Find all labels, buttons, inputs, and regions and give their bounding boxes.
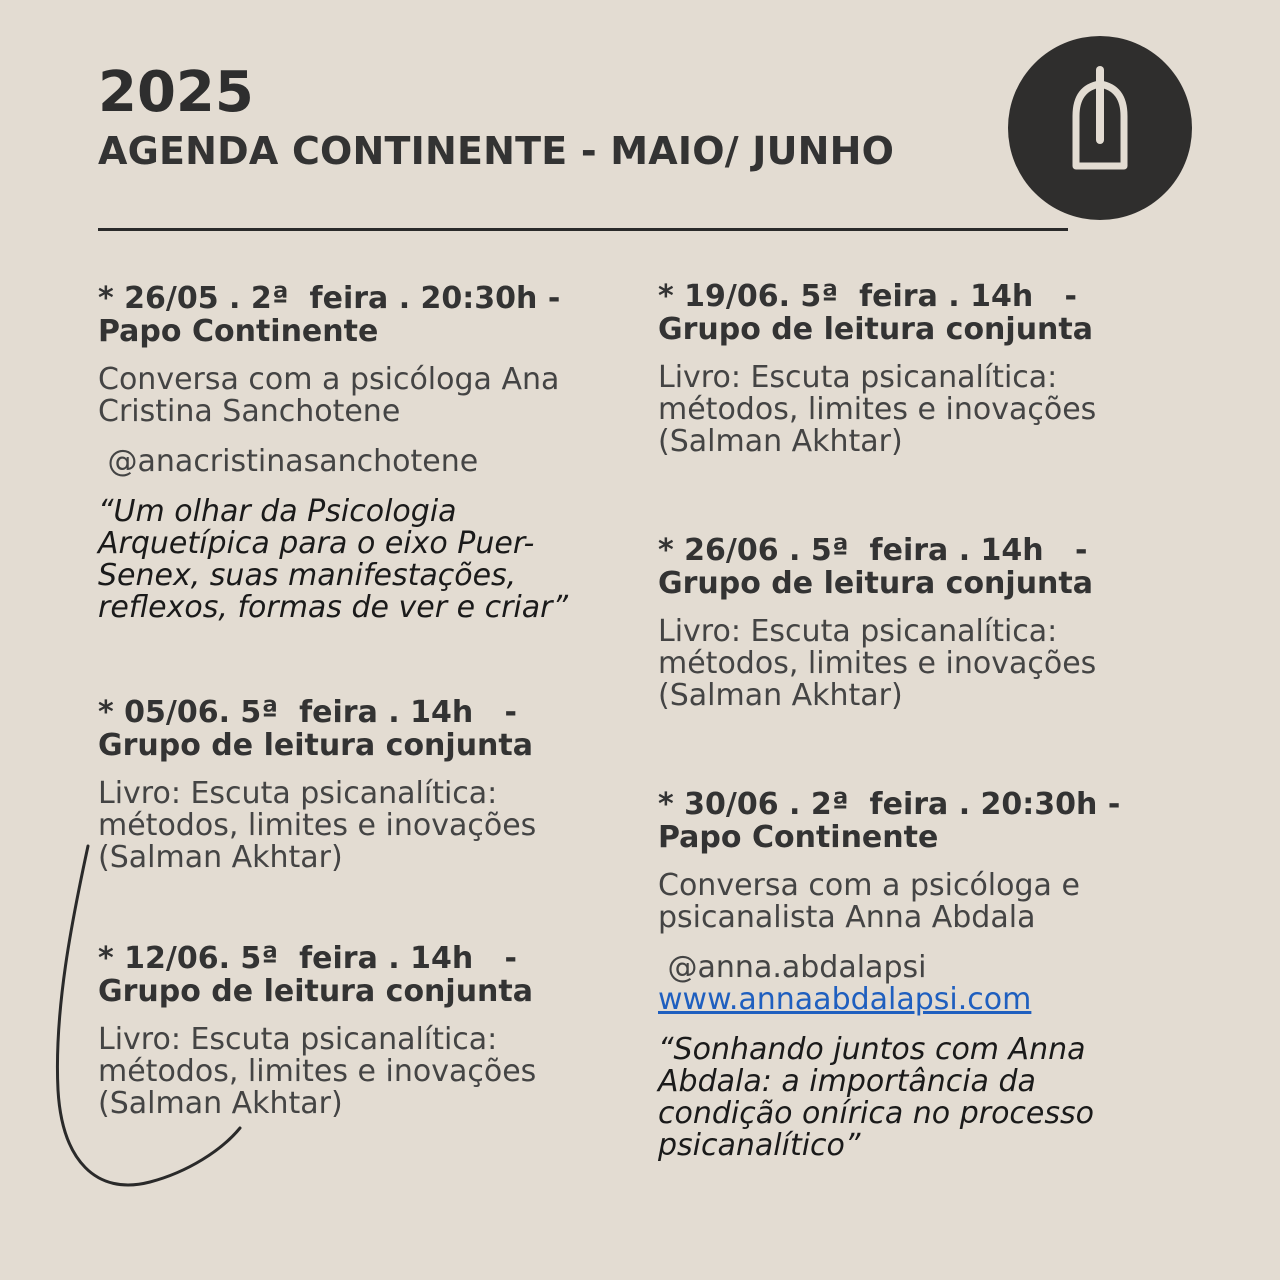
event-title: Grupo de leitura conjunta [98,728,533,763]
header [98,60,895,173]
event-date-line: * 26/06 . 5ª feira . 14h - [658,533,1088,568]
website-link[interactable]: www.annaabdalapsi.com [658,982,1032,1017]
event-date-line: * 30/06 . 2ª feira . 20:30h - [658,787,1121,822]
instagram-handle: @anacristinasanchotene [98,444,479,479]
year-title: 2025 [98,60,254,125]
left-column [98,282,618,1120]
event-26-05 [98,282,618,624]
event-title: Papo Continente [98,314,379,349]
event-12-06 [98,942,618,1120]
event-quote: “Sonhando juntos com Anna Abdala: a importância da condição onírica no processo psicanalítico” [658,1032,1094,1163]
event-description: Livro: Escuta psicanalítica: métodos, limites e inovações (Salman Akhtar) [98,776,537,875]
event-date-line: * 19/06. 5ª feira . 14h - [658,279,1078,314]
event-title: Papo Continente [658,820,939,855]
agenda-title: AGENDA CONTINENTE - MAIO/ JUNHO [98,128,895,173]
event-date-line: * 12/06. 5ª feira . 14h - [98,941,518,976]
event-date-line: * 26/05 . 2ª feira . 20:30h - [98,281,561,316]
event-description: Livro: Escuta psicanalítica: métodos, limites e inovações (Salman Akhtar) [658,360,1097,459]
right-column [658,280,1178,1162]
event-title: Grupo de leitura conjunta [98,974,533,1009]
event-title: Grupo de leitura conjunta [658,566,1093,601]
door-arch-icon [1008,36,1192,220]
event-30-06 [658,788,1178,1162]
event-quote: “Um olhar da Psicologia Arquetípica para o eixo Puer-Senex, suas manifestações, reflexos, formas de ver e criar” [98,494,568,625]
event-19-06 [658,280,1178,458]
event-date-line: * 05/06. 5ª feira . 14h - [98,695,518,730]
event-26-06 [658,534,1178,712]
event-05-06 [98,696,618,874]
title-divider [98,228,1068,231]
event-description: Livro: Escuta psicanalítica: métodos, limites e inovações (Salman Akhtar) [658,614,1097,713]
event-title: Grupo de leitura conjunta [658,312,1093,347]
logo [1008,36,1192,220]
event-description: Livro: Escuta psicanalítica: métodos, limites e inovações (Salman Akhtar) [98,1022,537,1121]
instagram-handle: @anna.abdalapsi [658,950,927,985]
event-description: Conversa com a psicóloga Ana Cristina Sanchotene [98,362,560,429]
event-description: Conversa com a psicóloga e psicanalista Anna Abdala [658,868,1080,935]
